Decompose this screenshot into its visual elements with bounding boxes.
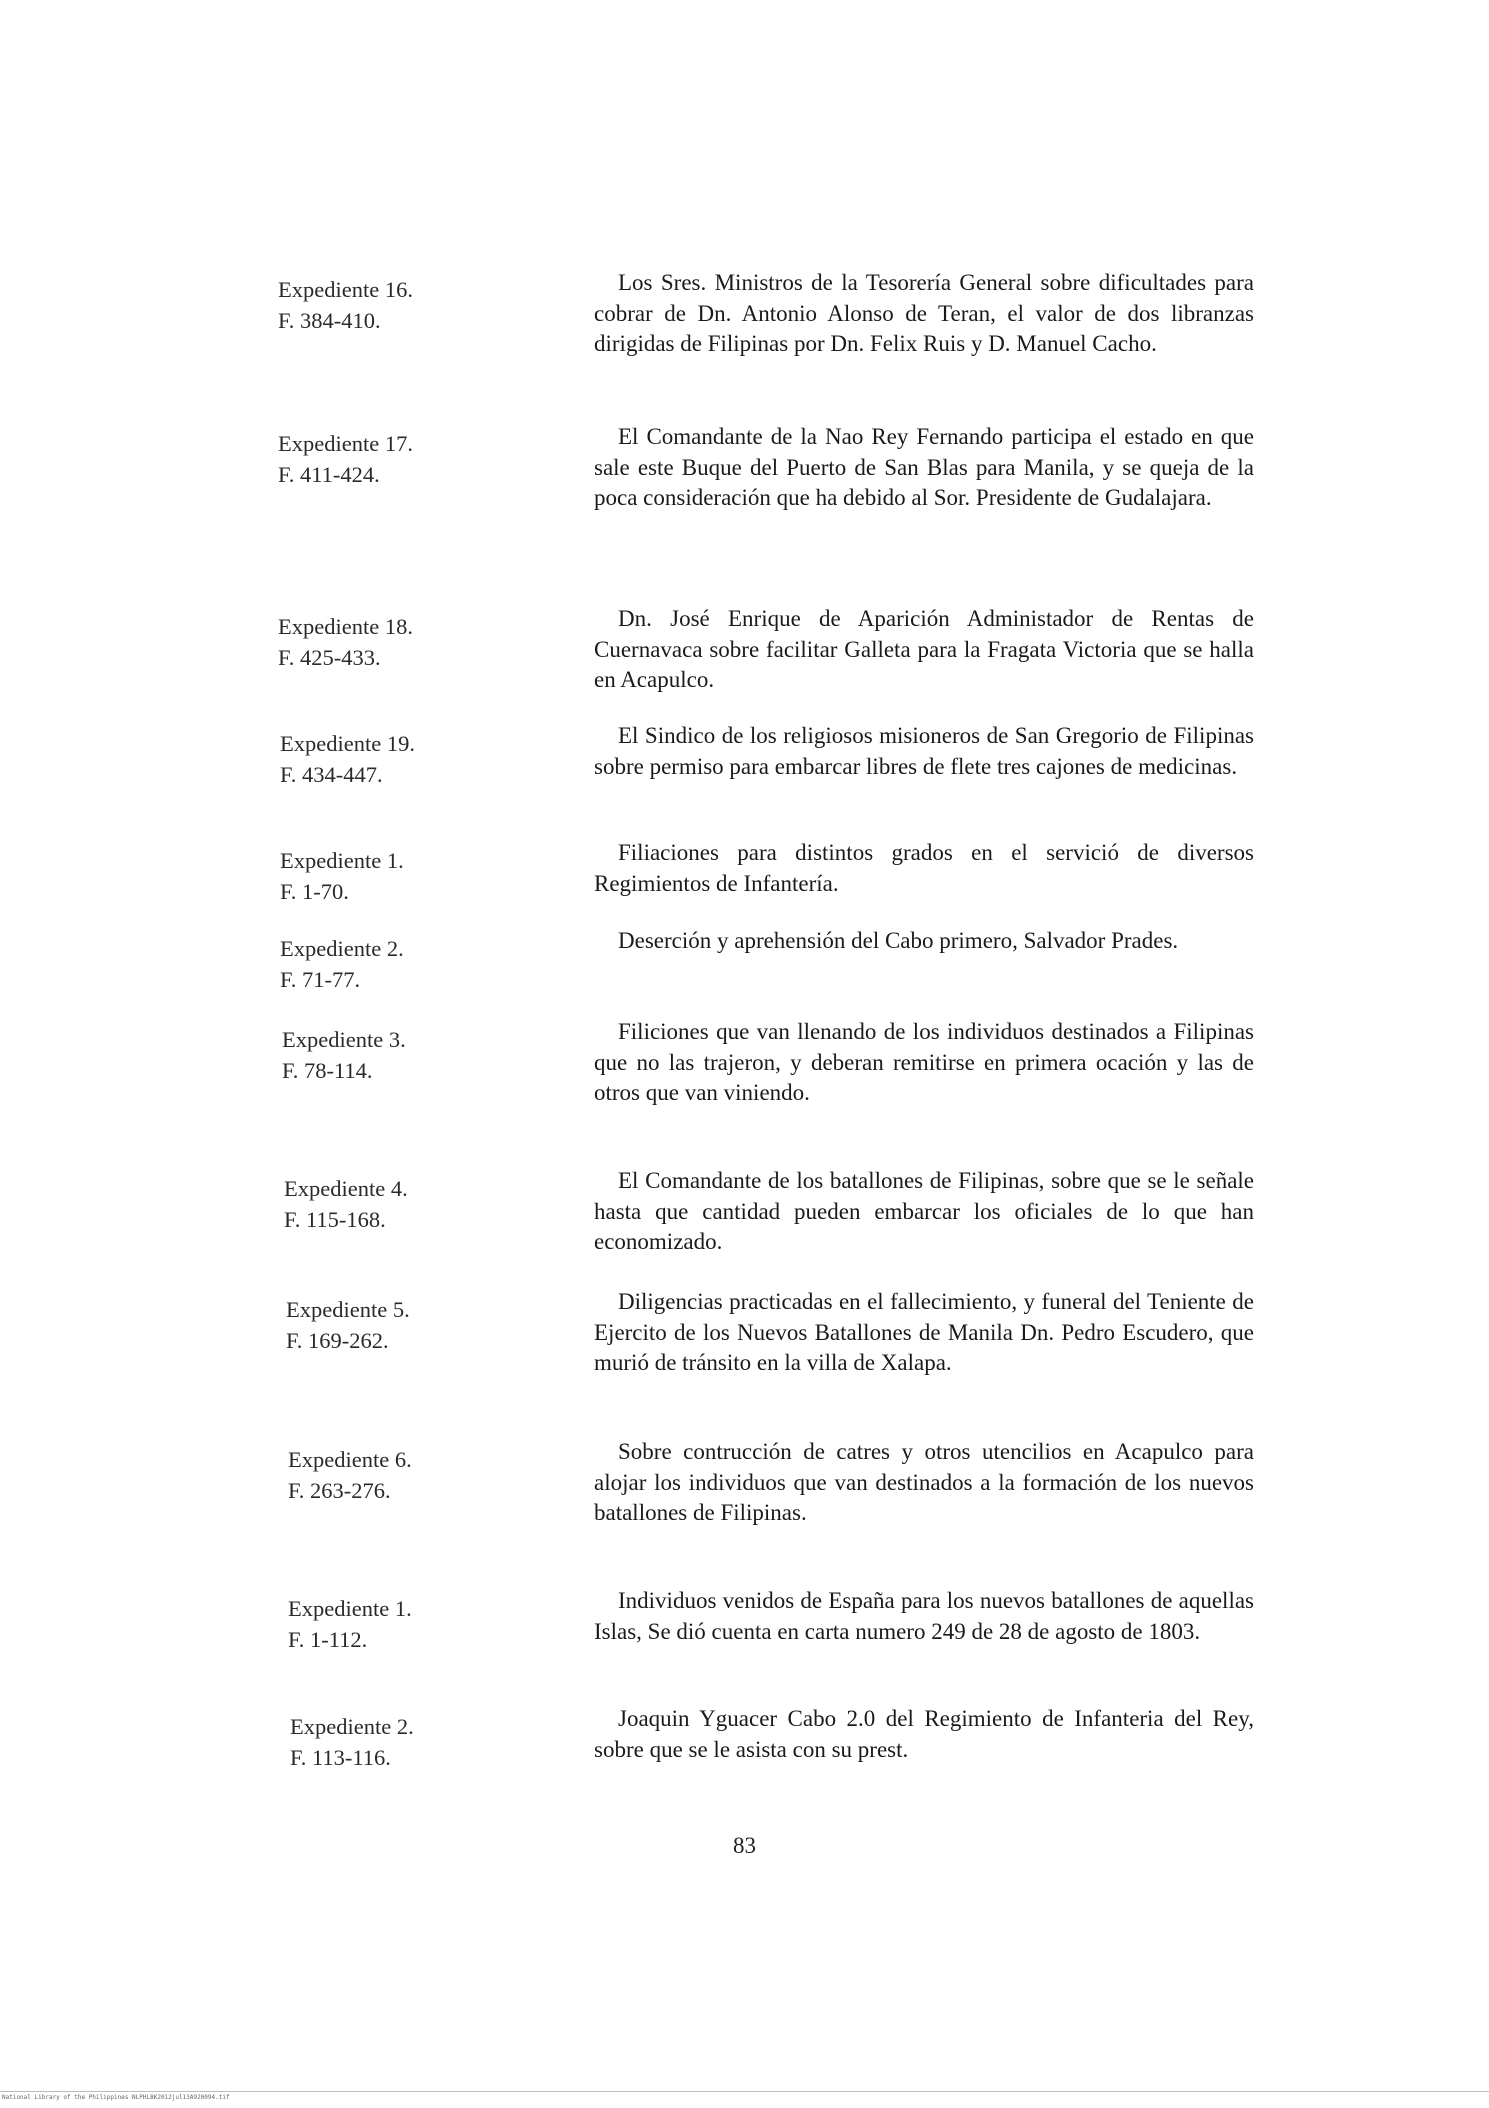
entry-reference <box>278 274 518 336</box>
expediente-label: Expediente 3. <box>282 1027 406 1052</box>
entry-description: El Comandante de los batallones de Filipinas, sobre que se le señale hasta que cantidad pueden embarcar los oficiales de lo que han economizado. <box>594 1168 1254 1254</box>
expediente-label: Expediente 19. <box>280 731 415 756</box>
entry-reference <box>282 1024 522 1086</box>
entry-reference <box>278 428 518 490</box>
entry-reference <box>288 1593 528 1655</box>
entry-description: Los Sres. Ministros de la Tesorería General sobre dificultades para cobrar de Dn. Antonio Alonso de Teran, el valor de dos libranzas dirigidas de Filipinas por Dn. Felix Ruis y D. Manuel Cacho. <box>594 270 1254 356</box>
folio-range: F. 78-114. <box>282 1058 373 1083</box>
expediente-label: Expediente 1. <box>280 848 404 873</box>
expediente-label: Expediente 4. <box>284 1176 408 1201</box>
folio-range: F. 263-276. <box>288 1478 391 1503</box>
entry-description: Sobre contrucción de catres y otros utencilios en Acapulco para alojar los individuos que van destinados a la formación de los nuevos batallones de Filipinas. <box>594 1439 1254 1525</box>
folio-range: F. 411-424. <box>278 462 380 487</box>
folio-range: F. 1-112. <box>288 1627 368 1652</box>
entry-description: Filiaciones para distintos grados en el servició de diversos Regimientos de Infantería. <box>594 840 1254 896</box>
entry-description: Joaquin Yguacer Cabo 2.0 del Regimiento de Infanteria del Rey, sobre que se le asista con su prest. <box>594 1706 1254 1762</box>
page-number: 83 <box>733 1833 756 1858</box>
folio-range: F. 434-447. <box>280 762 383 787</box>
expediente-label: Expediente 2. <box>280 936 404 961</box>
entry-reference <box>286 1294 526 1356</box>
entry-reference <box>288 1444 528 1506</box>
expediente-label: Expediente 1. <box>288 1596 412 1621</box>
entry-reference <box>290 1711 530 1773</box>
entry-description: Dn. José Enrique de Aparición Administador de Rentas de Cuernavaca sobre facilitar Galleta para la Fragata Victoria que se halla en Acapulco. <box>594 606 1254 692</box>
folio-range: F. 169-262. <box>286 1328 389 1353</box>
expediente-label: Expediente 2. <box>290 1714 414 1739</box>
expediente-label: Expediente 5. <box>286 1297 410 1322</box>
expediente-label: Expediente 6. <box>288 1447 412 1472</box>
expediente-label: Expediente 17. <box>278 431 413 456</box>
entry-reference <box>284 1173 524 1235</box>
entry-reference <box>280 845 520 907</box>
expediente-label: Expediente 16. <box>278 277 413 302</box>
footer-divider <box>0 2091 1489 2092</box>
entry-description: El Comandante de la Nao Rey Fernando participa el estado en que sale este Buque del Puerto de San Blas para Manila, y se queja de la poca consideración que ha debido al Sor. Presidente de Gudalajara. <box>594 424 1254 510</box>
folio-range: F. 115-168. <box>284 1207 386 1232</box>
entry-description: El Sindico de los religiosos misioneros de San Gregorio de Filipinas sobre permiso para embarcar libres de flete tres cajones de medicinas. <box>594 723 1254 779</box>
folio-range: F. 1-70. <box>280 879 349 904</box>
entry-description: Filiciones que van llenando de los individuos destinados a Filipinas que no las trajeron, y deberan remitirse en primera ocación y las de otros que van viniendo. <box>594 1019 1254 1105</box>
entry-description: Individuos venidos de España para los nuevos batallones de aquellas Islas, Se dió cuenta en carta numero 249 de 28 de agosto de 1803. <box>594 1588 1254 1644</box>
folio-range: F. 113-116. <box>290 1745 391 1770</box>
entry-description: Diligencias practicadas en el fallecimiento, y funeral del Teniente de Ejercito de los Nuevos Batallones de Manila Dn. Pedro Escudero, que murió de tránsito en la villa de Xalapa. <box>594 1289 1254 1375</box>
entry-reference <box>280 728 520 790</box>
scan-footer: National Library of the Philippines NLPHLBK2012jul13A920094.tif <box>2 2094 230 2101</box>
folio-range: F. 384-410. <box>278 308 381 333</box>
expediente-label: Expediente 18. <box>278 614 413 639</box>
entry-reference <box>280 933 520 995</box>
entry-reference <box>278 611 518 673</box>
folio-range: F. 71-77. <box>280 967 361 992</box>
entry-description: Deserción y aprehensión del Cabo primero, Salvador Prades. <box>618 928 1179 953</box>
folio-range: F. 425-433. <box>278 645 381 670</box>
